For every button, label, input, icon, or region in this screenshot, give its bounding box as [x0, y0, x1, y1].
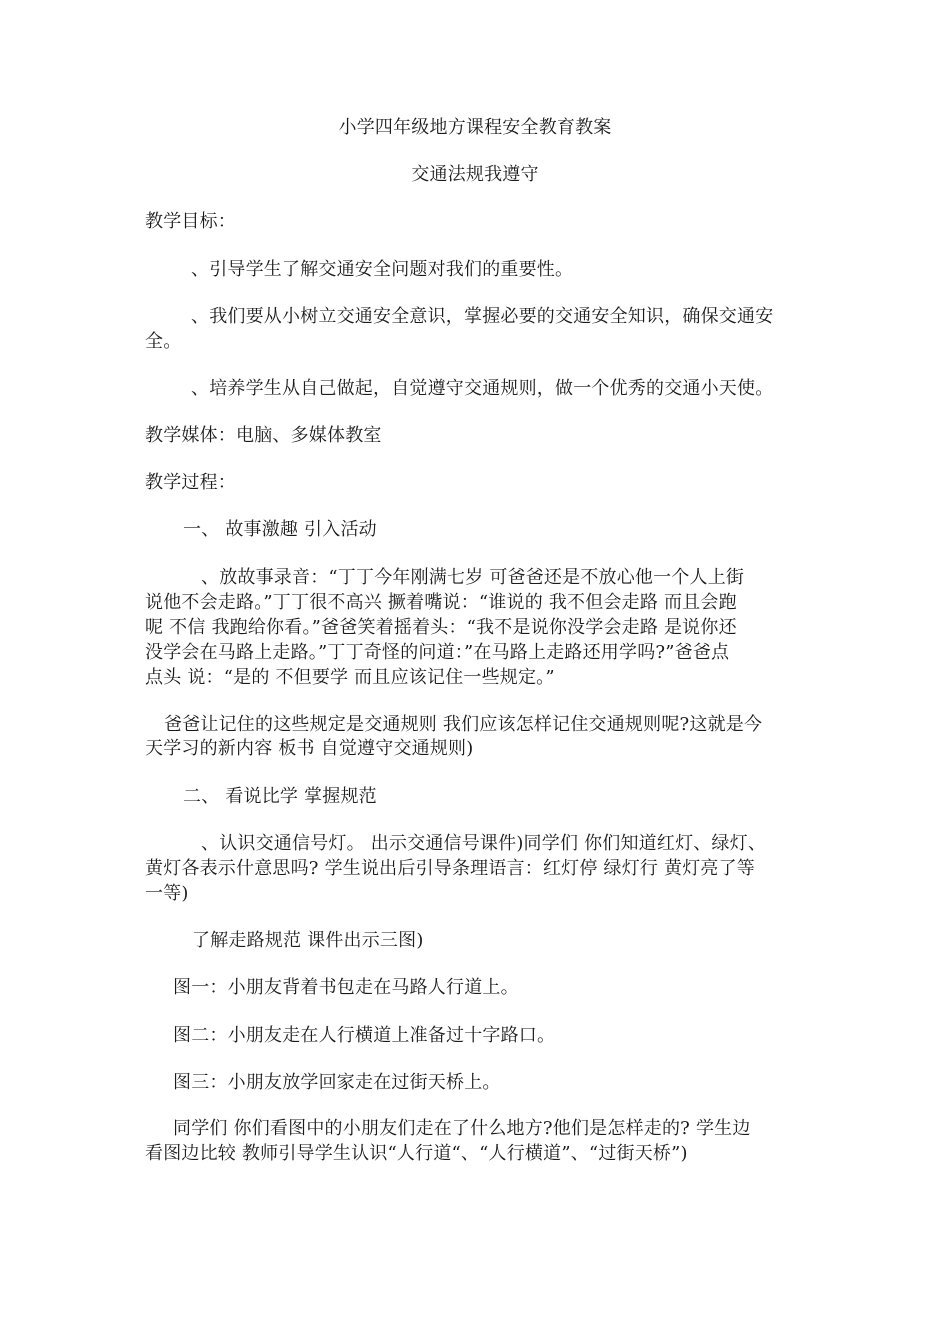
discussion-line-2: 看图边比较 教师引导学生认识“人行道“、“人行横道”、“过街天桥”): [145, 1143, 688, 1164]
signal-line-1: 、认识交通信号灯。 出示交通信号课件)同学们 你们知道红灯、绿灯、: [201, 833, 767, 854]
goals-heading: 教学目标：: [145, 211, 236, 232]
teaching-media: 教学媒体：电脑、多媒体教室: [145, 425, 382, 446]
document-subtitle: 交通法规我遵守: [411, 164, 539, 185]
figure-2-description: 图二：小朋友走在人行横道上准备过十字路口。: [173, 1025, 556, 1046]
story-line-5: 点头 说：“是的 不但要学 而且应该记住一些规定。”: [145, 667, 555, 688]
signal-line-2: 黄灯各表示什意思吗? 学生说出后引导条理语言：红灯停 绿灯行 黄灯亮了等: [145, 858, 756, 879]
process-heading: 教学过程：: [145, 472, 236, 493]
discussion-line-1: 同学们 你们看图中的小朋友们走在了什么地方?他们是怎样走的? 学生边: [173, 1118, 751, 1139]
walking-rules-line: 了解走路规范 课件出示三图): [192, 930, 424, 951]
rules-line-1: 爸爸让记住的这些规定是交通规则 我们应该怎样记住交通规则呢?这就是今: [164, 714, 763, 735]
signal-line-3: 一等): [145, 883, 189, 904]
figure-1-description: 图一：小朋友背着书包走在马路人行道上。: [173, 977, 519, 998]
story-line-3: 呢 不信 我跑给你看。”爸爸笑着摇着头：“我不是说你没学会走路 是说你还: [145, 617, 737, 638]
section-2-title: 二、 看说比学 掌握规范: [183, 786, 377, 807]
story-line-2: 说他不会走路。”丁丁很不高兴 撅着嘴说：“谁说的 我不但会走路 而且会跑: [145, 592, 737, 613]
story-line-4: 没学会在马路上走路。”丁丁奇怪的问道：”在马路上走路还用学吗?”爸爸点: [145, 642, 730, 663]
rules-line-2: 天学习的新内容 板书 自觉遵守交通规则): [145, 738, 474, 759]
goal-item-2-line-1: 、我们要从小树立交通安全意识，掌握必要的交通安全知识，确保交通安: [191, 306, 774, 327]
story-line-1: 、放故事录音：“丁丁今年刚满七岁 可爸爸还是不放心他一个人上街: [201, 567, 745, 588]
section-1-title: 一、 故事激趣 引入活动: [183, 519, 377, 540]
document-title: 小学四年级地方课程安全教育教案: [338, 117, 612, 138]
goal-item-3: 、培养学生从自己做起，自觉遵守交通规则，做一个优秀的交通小天使。: [191, 378, 774, 399]
goal-item-2-line-2: 全。: [145, 331, 182, 352]
figure-3-description: 图三：小朋友放学回家走在过街天桥上。: [173, 1072, 501, 1093]
goal-item-1: 、引导学生了解交通安全问题对我们的重要性。: [191, 259, 574, 280]
